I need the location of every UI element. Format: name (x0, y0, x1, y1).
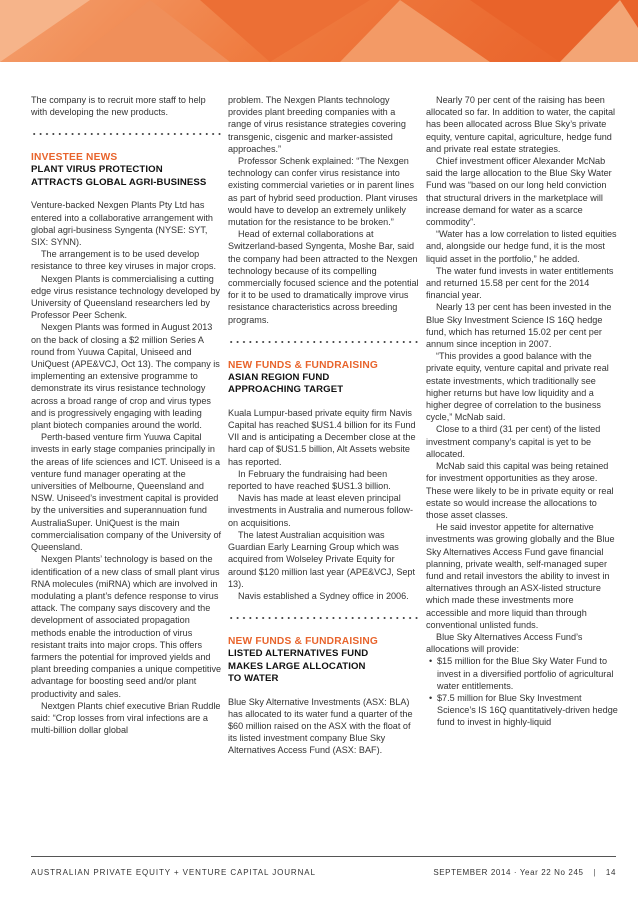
intro-paragraph: The company is to recruit more staff to help with developing the new products. (31, 95, 206, 118)
article-paragraph: The water fund invests in water entitlements and returned 15.58 per cent for the 2014 financial year. (426, 265, 614, 301)
article-paragraph: Perth-based venture firm Yuuwa Capital invests in early stage companies principally in the areas of life sciences and ICT. Uniseed is a venture fund manager operating at the universities of Melbourne, Queensland and NSW. Uniseed’s investment capital is provided by the universities and superannuation fund AustraliaSuper. UniQuest is the main commercialisation company of the University of Queensland. (31, 432, 222, 553)
article-paragraph: The latest Australian acquisition was Guardian Early Learning Group which was acquired from Wolseley Private Equity for around $120 million last year (APE&VCJ, Sept 13). (228, 529, 416, 589)
bullet-icon: • (429, 692, 433, 703)
column-3 (426, 94, 618, 729)
header-banner (0, 0, 638, 62)
article-paragraph: “This provides a good balance with the private equity, venture capital and private real estate investments, which traditionally see higher returns but have low liquidity and a higher degree of correlation to the business cycle,” McNab said. (426, 351, 609, 423)
article-paragraph: Nexgen Plants is commercialising a cutting edge virus resistance technology developed by University of Queensland researchers led by Professor Peer Schenk. (31, 273, 221, 321)
dotted-divider (228, 340, 420, 344)
section-kicker: INVESTEE NEWS (31, 152, 118, 164)
article-headline: PLANT VIRUS PROTECTION ATTRACTS GLOBAL AGRI-BUSINESS (31, 164, 207, 188)
dotted-divider (228, 616, 420, 620)
article-paragraph: He said investor appetite for alternative investments was growing globally and the Blue Sky Alternatives Access Fund gave financial planning, private wealth, self-managed super fund and retail investors the ability to invest in alternatives through an ASX-listed structure which made these investments more accessible and more liquid than through conventional unlisted funds. (426, 522, 615, 630)
section-kicker: NEW FUNDS & FUNDRAISING (228, 636, 379, 648)
dotted-divider (31, 132, 223, 136)
article-paragraph: Venture-backed Nexgen Plants Pty Ltd has entered into a collaborative arrangement with global agri-business Syngenta (NYSE: SYT, SIX: SYNN). (31, 200, 213, 248)
section-kicker: NEW FUNDS & FUNDRAISING (228, 359, 379, 371)
footer-rule (31, 856, 616, 857)
article-paragraph: Nexgen Plants’ technology is based on the identification of a new class of small plant virus RNA molecules (miRNA) which are involved in modulating a plant’s defence response to virus attack. The company says discovery and the development of associated propagation methods enable the introduction of virus resistant traits into major crops. This offers farmers the potential for improved yields and plant breeding companies a unique competitive advantage for boosting seed and/or plant productivity and sales. (31, 554, 222, 699)
issue-date: SEPTEMBER 2014 · Year 22 No 245 (433, 868, 584, 877)
article-paragraph: Professor Schenk explained: “The Nexgen technology can confer virus resistance into existing commercial varieties or in parent lines as part of hybrid seed production. Plant viruses would have to develop an extremely unlikely mutation for the resistance to be broken.” (228, 156, 418, 228)
article-paragraph: Nearly 70 per cent of the raising has been allocated so far. In addition to water, the capital has been allocated across Blue Sky’s private equity, venture capital, agriculture, hedge fund and private real estate strategies. (426, 95, 616, 154)
footer-separator: | (593, 868, 597, 877)
article-paragraph: The arrangement is to be used develop resistance to three key viruses in major crops. (31, 249, 216, 272)
column-1 (31, 94, 223, 736)
article-paragraph: Nearly 13 per cent has been invested in the Blue Sky Investment Science IS 16Q hedge fund, which has returned 15.02 per cent per annum since inception in 2007. (426, 302, 612, 350)
article-paragraph: Blue Sky Alternatives Access Fund’s allocations will provide: (426, 631, 583, 655)
list-item: • $15 million for the Blue Sky Water Fund to invest in a diversified portfolio of agricultural water entitlements. (429, 656, 614, 691)
list-item: • $7.5 million for Blue Sky Investment Science’s IS 16Q quantitatively-driven hedge fund to invest in highly-liquid (429, 692, 618, 728)
article-paragraph: Head of external collaborations at Switzerland-based Syngenta, Moshe Bar, said the company had been attracted to the Nexgen technology because of its compelling commercially focused science and the potential for it to be used to dramatically improve virus resistance characteristics across breeding programs. (228, 229, 419, 325)
article-paragraph: Chief investment officer Alexander McNab said the large allocation to the Blue Sky Water Fund was “based on our long held conviction that structural drivers in the marketplace will increase demand for water as a scarce commodity”. (426, 156, 612, 228)
footer-issue-info (433, 868, 616, 877)
article-paragraph: In February the fundraising had been reported to have reached $US1.3 billion. (228, 468, 391, 492)
page-number: 14 (605, 868, 616, 877)
article-paragraph: Nextgen Plants chief executive Brian Ruddle said: “Crop losses from viral infections are a multi-billion dollar global (31, 700, 221, 736)
article-paragraph: Kuala Lumpur-based private equity firm Navis Capital has reached $US1.4 billion for its Fund VII and is anticipating a December close at the hard cap of $US1.5 billion, Alt Assets website has reported. (228, 407, 416, 467)
article-paragraph: Navis has made at least eleven principal investments in Australia and numerous follow-on acquisitions. (228, 493, 413, 528)
bullet-icon: • (429, 656, 433, 667)
article-paragraph: Close to a third (31 per cent) of the listed investment company’s capital is yet to be allocated. (426, 424, 601, 459)
article-paragraph: McNab said this capital was being retained for investment opportunities as they arose. These were likely to be in private equity or real estate so would increase the allocations to those asset classes. (426, 461, 614, 520)
article-paragraph: Blue Sky Alternative Investments (ASX: BLA) has allocated to its water fund a quarter of the $60 million raised on the ASX with the float of its listed investment company Blue Sky Alternatives Access Fund (ASX: BAF). (228, 696, 413, 756)
article-paragraph: “Water has a low correlation to listed equities and, alongside our hedge fund, it is the most liquid asset in the portfolio,” he added. (426, 229, 617, 264)
article-paragraph: Nexgen Plants was formed in August 2013 on the back of closing a $2 million Series A round from Yuuwa Capital, Uniseed and UniQuest (APE&VCJ, Oct 13). The company is implementing an extensive programme to demonstrate its virus resistance technology across a broad range of crop and virus types and is progressively engaging with leading plant biotech companies around the world. (31, 322, 220, 431)
article-headline: LISTED ALTERNATIVES FUND MAKES LARGE ALLOCATION TO WATER (228, 648, 369, 685)
article-paragraph: problem. The Nexgen Plants technology provides plant breeding companies with a range of virus resistance strategies covering transgenic, cisgenic and marker-assisted approaches.” (228, 95, 406, 154)
article-headline: ASIAN REGION FUND APPROACHING TARGET (228, 371, 344, 396)
footer-journal-title: AUSTRALIAN PRIVATE EQUITY + VENTURE CAPITAL JOURNAL (31, 868, 316, 877)
column-2 (228, 94, 420, 757)
article-paragraph: Navis established a Sydney office in 2006. (238, 590, 409, 601)
